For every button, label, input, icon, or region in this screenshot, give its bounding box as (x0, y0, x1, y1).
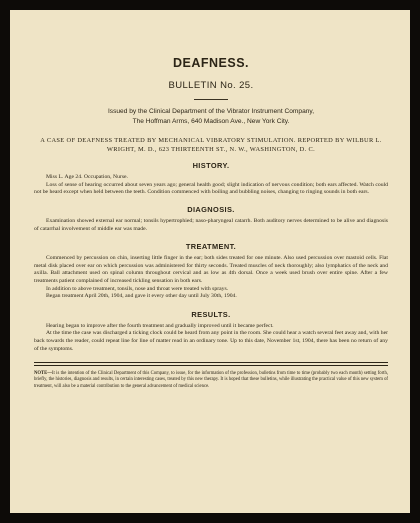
note-text: It is the intention of the Clinical Department of this Company, to issue, for the information of the profession, bulletins from time to time (probably two each month) setting forth, briefly, the histories, diagnosis and results, in certain interesting cases, treated by this new therapy. It is hoped that these bulletins, while illustrating the practical value of this new system of treatment, will also be a material contribution to the general advancement of medical science. (34, 371, 388, 389)
title-divider (194, 99, 228, 100)
treatment-heading: TREATMENT. (185, 242, 237, 252)
issuer-block (34, 107, 388, 126)
bulletin-number: BULLETIN No. 25. (168, 80, 254, 91)
bulletin-page (10, 10, 410, 513)
history-paragraph-2: Loss of sense of hearing occurred about seven years ago; general health good; slight indication of nervous condition; both ears affected. Watch could not be heard except when held between the teeth. Condition commenced with boiling and bubbling noises, changing to ringing sounds in both ears. (34, 181, 388, 196)
issuer-line-2: The Hoffman Arms, 640 Madison Ave., New York City. (132, 117, 290, 125)
results-heading: RESULTS. (191, 309, 231, 319)
treatment-paragraph-2: In addition to above treatment, tonsils, nose and throat were treated with sprays. (46, 285, 229, 292)
history-heading: HISTORY. (192, 161, 230, 171)
diagnosis-heading: DIAGNOSIS. (187, 204, 235, 214)
issuer-line-1: Issued by the Clinical Department of the Vibrator Instrument Company, (107, 108, 315, 115)
history-paragraph-1: Miss L. Age 24. Occupation, Nurse. (46, 174, 128, 181)
case-subhead: A CASE OF DEAFNESS TREATED BY MECHANICAL VIBRATORY STIMULATION. REPORTED BY WILBUR L. WRIGHT, M. D., 623 THIRTEENTH ST., N. W., WASHINGTON, D. C. (40, 137, 382, 153)
note-divider (34, 362, 388, 366)
footnote (34, 371, 388, 390)
results-paragraph-2: At the time the case was discharged a ticking clock could be heard from any point in the room. She could hear a watch several feet away and, with her back towards the reader, could repeat line for line of matter read in an ordinary tone. Up to this date, November 1st, 1904, there has been no return of any of the symptoms. (34, 330, 388, 352)
note-label: NOTE— (34, 371, 52, 377)
document-title: DEAFNESS. (172, 56, 250, 70)
results-paragraph-1: Hearing began to improve after the fourth treatment and gradually improved until it became perfect. (46, 322, 274, 329)
treatment-paragraph-3: Began treatment April 20th, 1904, and gave it every other day until July 30th, 1904. (46, 293, 237, 300)
treatment-paragraph-1: Commenced by percussion on chin, inserting little finger in the ear; both sides treated for one minute. Also used percussion over mastoid cells. Flat metal disk placed over ear on which percussion was administered for thirty seconds. Treated muscles of neck thoroughly; also lymphatics of the neck and axilla. Ball attachment used on spinal column throughout cervical and as low as 4th dorsal. Once a week used brush over entire spine. After a few treatments patient complained of increased tickling sensation in both ears. (34, 255, 388, 284)
diagnosis-paragraph-1: Examination showed external ear normal; tonsils hypertrophied; naso-pharyngeal catarrh. Both auditory nerves determined to be alive and diagnosis of catarrhal involvement of middle ear was made. (34, 217, 388, 232)
